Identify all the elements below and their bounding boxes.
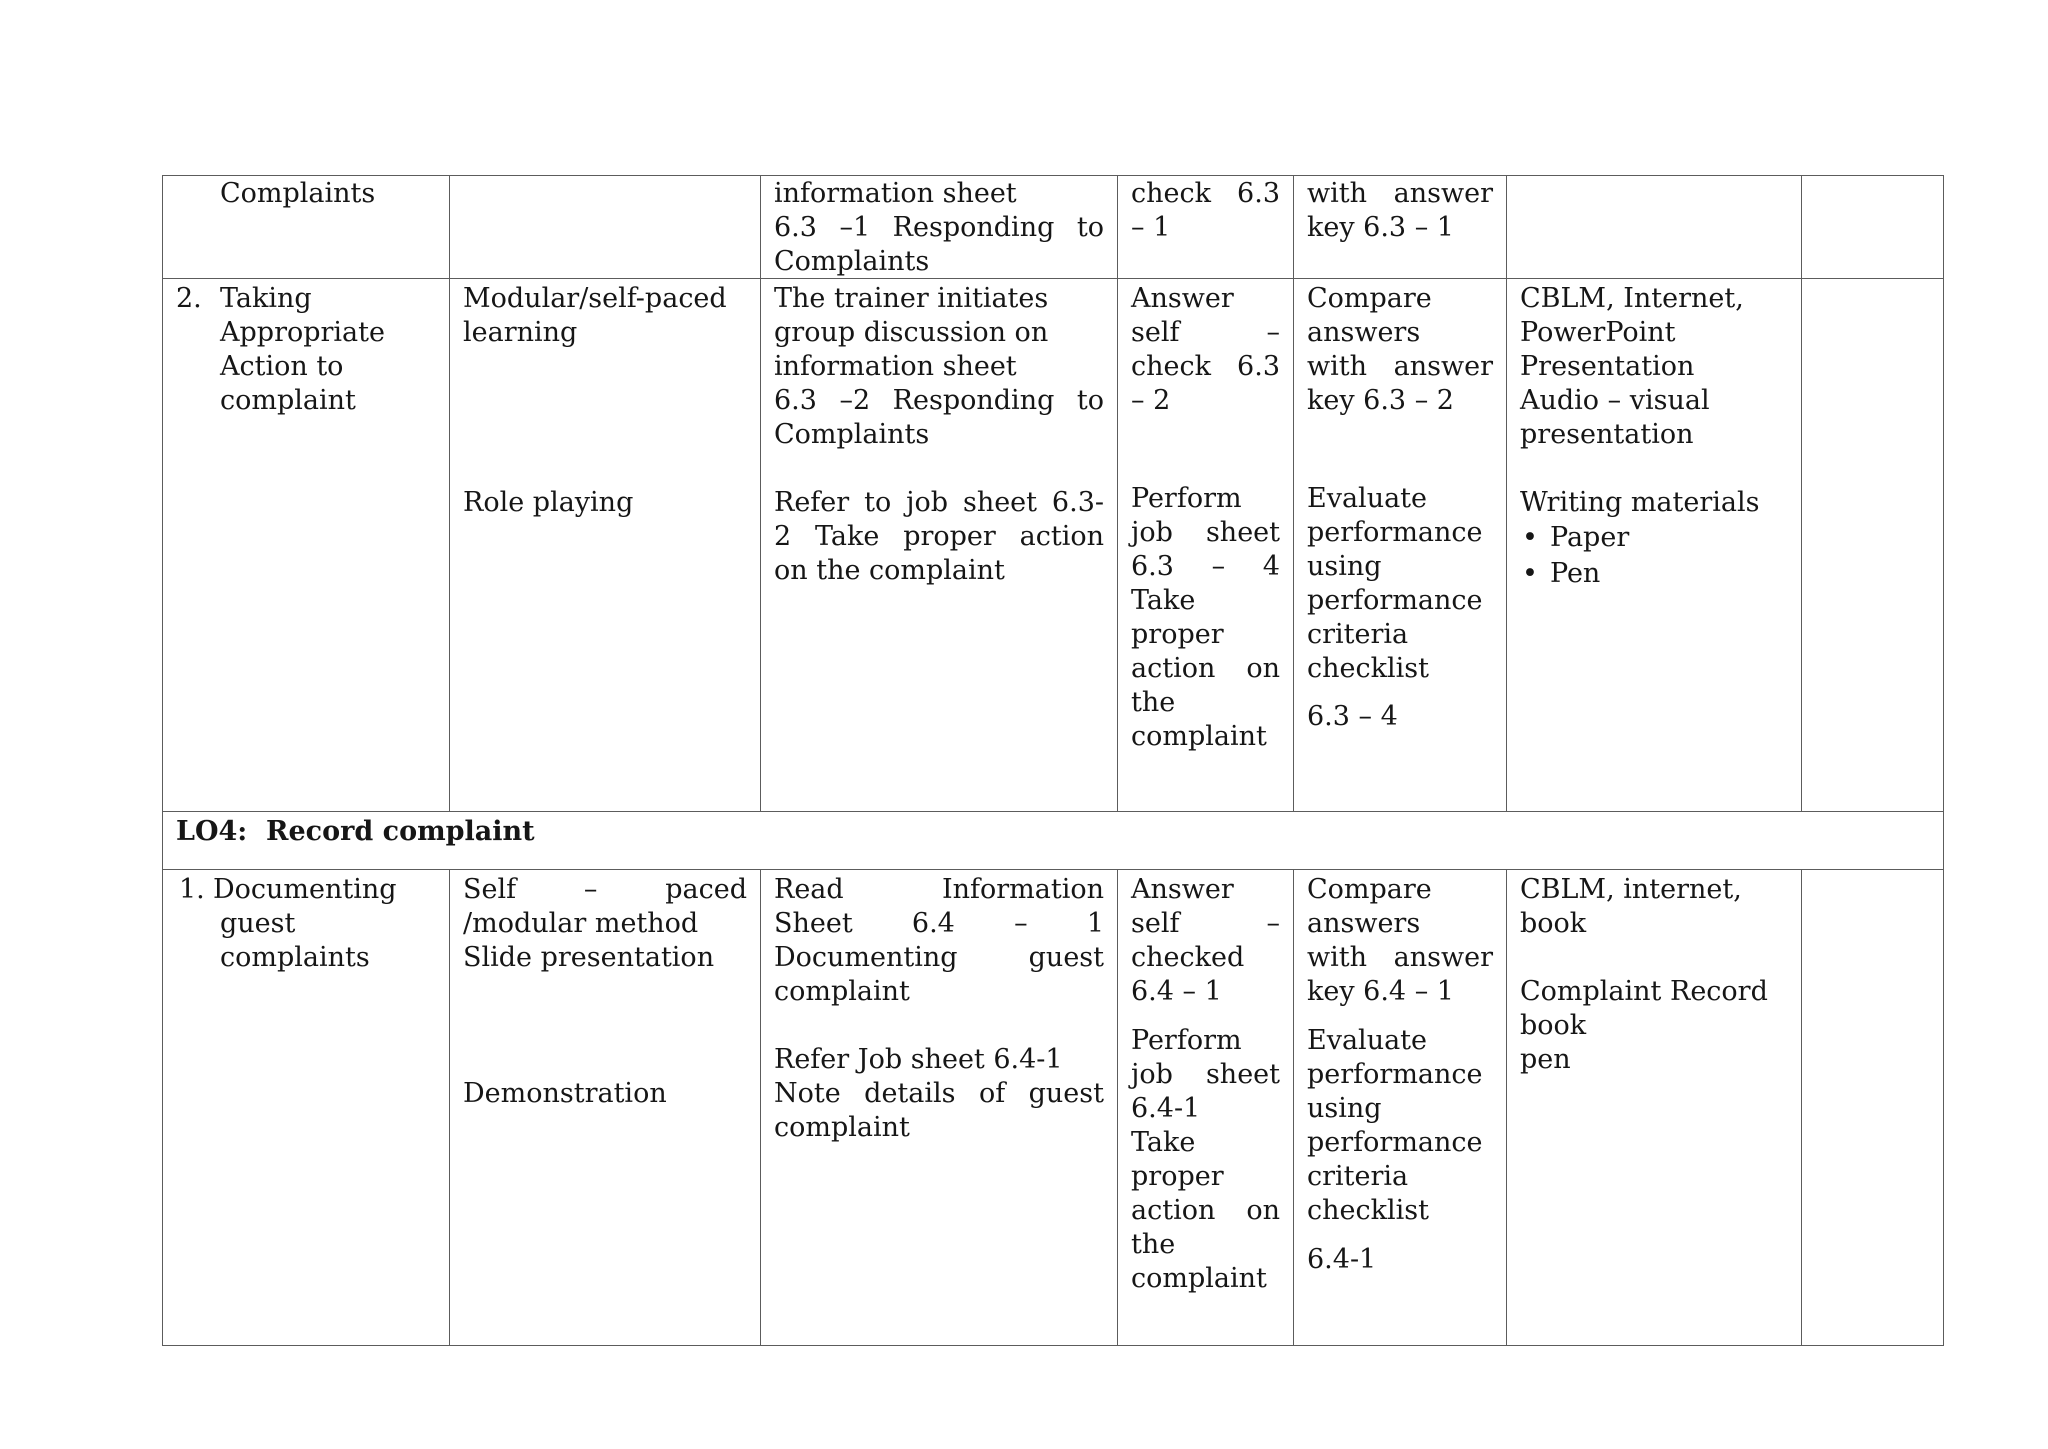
practice-line: complaint xyxy=(1131,1263,1267,1294)
presentation-block xyxy=(774,486,1104,588)
methods-block xyxy=(463,873,747,975)
methods-line: Demonstration xyxy=(463,1078,667,1109)
practice-line: Answer xyxy=(1131,283,1234,314)
resources-line: pen xyxy=(1520,1044,1571,1075)
bullet-item: • Paper xyxy=(1520,520,1788,556)
methods-line: /modular method xyxy=(463,908,699,939)
feedback-block xyxy=(1307,700,1493,734)
practice-line: the xyxy=(1131,1229,1176,1260)
feedback-line: Compare xyxy=(1307,283,1432,314)
cell-methods xyxy=(450,279,761,812)
resources-line: Presentation xyxy=(1520,351,1695,382)
presentation-line: Complaints xyxy=(774,419,930,450)
bullet-list xyxy=(1520,520,1788,592)
item-text xyxy=(213,873,436,975)
practice-line: complaint xyxy=(1131,721,1267,752)
feedback-line: Compare xyxy=(1307,874,1432,905)
feedback-block xyxy=(1307,482,1493,686)
feedback-line: performance xyxy=(1307,1059,1483,1090)
practice-line: Take xyxy=(1131,585,1196,616)
feedback-line: key 6.3 – 1 xyxy=(1307,212,1454,243)
cell-presentation xyxy=(761,870,1118,1346)
feedback-line: 6.3 – 4 xyxy=(1307,701,1398,732)
resources-block xyxy=(1520,282,1788,452)
feedback-line: using xyxy=(1307,551,1382,582)
item-number: 1. xyxy=(179,874,205,905)
practice-line: 6.3 – 4 xyxy=(1131,551,1280,582)
cell-practice xyxy=(1118,279,1294,812)
methods-line: Slide presentation xyxy=(463,942,715,973)
feedback-block xyxy=(1307,282,1493,418)
presentation-line: 2 Take proper action xyxy=(774,521,1104,552)
presentation-line: complaint xyxy=(774,976,910,1007)
practice-line: action on xyxy=(1131,653,1280,684)
cell-methods xyxy=(450,176,761,279)
presentation-line: complaint xyxy=(774,1112,910,1143)
resources-line: Complaint Record xyxy=(1520,976,1768,1007)
practice-line: self – xyxy=(1131,908,1280,939)
resources-line: book xyxy=(1520,908,1587,939)
presentation-line: Complaints xyxy=(774,246,930,277)
feedback-line: performance xyxy=(1307,517,1483,548)
resources-line: PowerPoint xyxy=(1520,317,1676,348)
methods-block xyxy=(463,1077,747,1111)
feedback-line: 6.4-1 xyxy=(1307,1244,1377,1275)
presentation-line: 6.3 –2 Responding to xyxy=(774,385,1104,416)
cell-blank xyxy=(1802,279,1944,812)
practice-line: job sheet xyxy=(1131,517,1280,548)
methods-line: Modular/self-paced xyxy=(463,283,727,314)
practice-line: 6.4-1 xyxy=(1131,1093,1201,1124)
presentation-line: Sheet 6.4 – 1 xyxy=(774,908,1104,939)
feedback-line: Evaluate xyxy=(1307,1025,1428,1056)
feedback-line: with answer xyxy=(1307,351,1493,382)
content-line: Complaints xyxy=(220,178,376,209)
practice-line: Take xyxy=(1131,1127,1196,1158)
practice-block xyxy=(1131,873,1280,1009)
item-number: 2. xyxy=(176,283,202,314)
content-line: Action to xyxy=(220,351,344,382)
presentation-line: information sheet xyxy=(774,351,1017,382)
practice-line: self – xyxy=(1131,317,1280,348)
feedback-line: checklist xyxy=(1307,653,1429,684)
presentation-line: information sheet xyxy=(774,178,1017,209)
practice-line: check 6.3 xyxy=(1131,178,1280,209)
presentation-block xyxy=(774,282,1104,452)
cell-blank xyxy=(1802,176,1944,279)
feedback-line: performance xyxy=(1307,1127,1483,1158)
practice-line: proper xyxy=(1131,1161,1224,1192)
presentation-line: Read Information xyxy=(774,874,1104,905)
practice-line: – 1 xyxy=(1131,212,1171,243)
feedback-line: key 6.3 – 2 xyxy=(1307,385,1454,416)
practice-line: Perform xyxy=(1131,483,1242,514)
feedback-block xyxy=(1307,873,1493,1009)
presentation-line: 6.3 –1 Responding to xyxy=(774,212,1104,243)
resources-block xyxy=(1520,975,1788,1077)
practice-line: Answer xyxy=(1131,874,1234,905)
practice-block xyxy=(1131,1024,1280,1296)
feedback-line: performance xyxy=(1307,585,1483,616)
feedback-line: with answer xyxy=(1307,178,1493,209)
presentation-line: Refer Job sheet 6.4-1 xyxy=(774,1044,1063,1075)
session-plan-table xyxy=(162,175,1944,1346)
presentation-line: group discussion on xyxy=(774,317,1049,348)
feedback-block xyxy=(1307,1243,1493,1277)
methods-line: learning xyxy=(463,317,578,348)
practice-line: proper xyxy=(1131,619,1224,650)
cell-resources xyxy=(1507,279,1802,812)
feedback-line: answers xyxy=(1307,908,1421,939)
resources-block xyxy=(1520,873,1788,941)
practice-line: job sheet xyxy=(1131,1059,1280,1090)
presentation-block xyxy=(774,873,1104,1009)
methods-block xyxy=(463,486,747,520)
cell-resources xyxy=(1507,870,1802,1346)
practice-line: check 6.3 xyxy=(1131,351,1280,382)
cell-learning-content xyxy=(163,279,450,812)
cell-presentation xyxy=(761,279,1118,812)
feedback-line: criteria xyxy=(1307,1161,1409,1192)
cell-learning-content xyxy=(163,870,450,1346)
feedback-line: Evaluate xyxy=(1307,483,1428,514)
presentation-line: Note details of guest xyxy=(774,1078,1104,1109)
cell-feedback xyxy=(1294,870,1507,1346)
feedback-line: criteria xyxy=(1307,619,1409,650)
cell-learning-content xyxy=(163,176,450,279)
content-line: Taking xyxy=(220,283,312,314)
feedback-block xyxy=(1307,1024,1493,1228)
presentation-line: Refer to job sheet 6.3- xyxy=(774,487,1104,518)
practice-line: checked xyxy=(1131,942,1245,973)
presentation-line: on the complaint xyxy=(774,555,1005,586)
methods-line: Role playing xyxy=(463,487,634,518)
cell-presentation xyxy=(761,176,1118,279)
practice-line: the xyxy=(1131,687,1176,718)
cell-practice xyxy=(1118,176,1294,279)
practice-line: 6.4 – 1 xyxy=(1131,976,1222,1007)
practice-line: action on xyxy=(1131,1195,1280,1226)
presentation-block xyxy=(774,1043,1104,1145)
learning-outcome-heading: LO4: Record complaint xyxy=(163,812,1944,870)
numbered-item xyxy=(176,282,436,418)
feedback-line: using xyxy=(1307,1093,1382,1124)
cell-resources xyxy=(1507,176,1802,279)
numbered-item xyxy=(176,873,436,975)
presentation-line: The trainer initiates xyxy=(774,283,1049,314)
methods-line: Self – paced xyxy=(463,874,747,905)
content-line: Appropriate xyxy=(220,317,385,348)
resources-line: presentation xyxy=(1520,419,1694,450)
resources-line: CBLM, internet, xyxy=(1520,874,1742,905)
cell-feedback xyxy=(1294,176,1507,279)
feedback-line: key 6.4 – 1 xyxy=(1307,976,1454,1007)
content-line: complaint xyxy=(220,385,356,416)
item-text xyxy=(220,282,436,418)
content-line: complaints xyxy=(220,942,370,973)
resources-block xyxy=(1520,486,1788,592)
cell-practice xyxy=(1118,870,1294,1346)
resources-line: Audio – visual xyxy=(1520,385,1710,416)
presentation-line: Documenting guest xyxy=(774,942,1104,973)
practice-block xyxy=(1131,282,1280,418)
practice-block xyxy=(1131,482,1280,754)
resources-line: book xyxy=(1520,1010,1587,1041)
practice-line: – 2 xyxy=(1131,385,1171,416)
content-line: guest xyxy=(220,908,296,939)
methods-block xyxy=(463,282,747,350)
feedback-line: checklist xyxy=(1307,1195,1429,1226)
feedback-line: with answer xyxy=(1307,942,1493,973)
content-line: Documenting xyxy=(213,874,397,905)
resources-line: CBLM, Internet, xyxy=(1520,283,1744,314)
cell-blank xyxy=(1802,870,1944,1346)
cell-methods xyxy=(450,870,761,1346)
resources-line: Writing materials xyxy=(1520,487,1760,518)
practice-line: Perform xyxy=(1131,1025,1242,1056)
bullet-item: • Pen xyxy=(1520,556,1788,592)
feedback-line: answers xyxy=(1307,317,1421,348)
cell-feedback xyxy=(1294,279,1507,812)
